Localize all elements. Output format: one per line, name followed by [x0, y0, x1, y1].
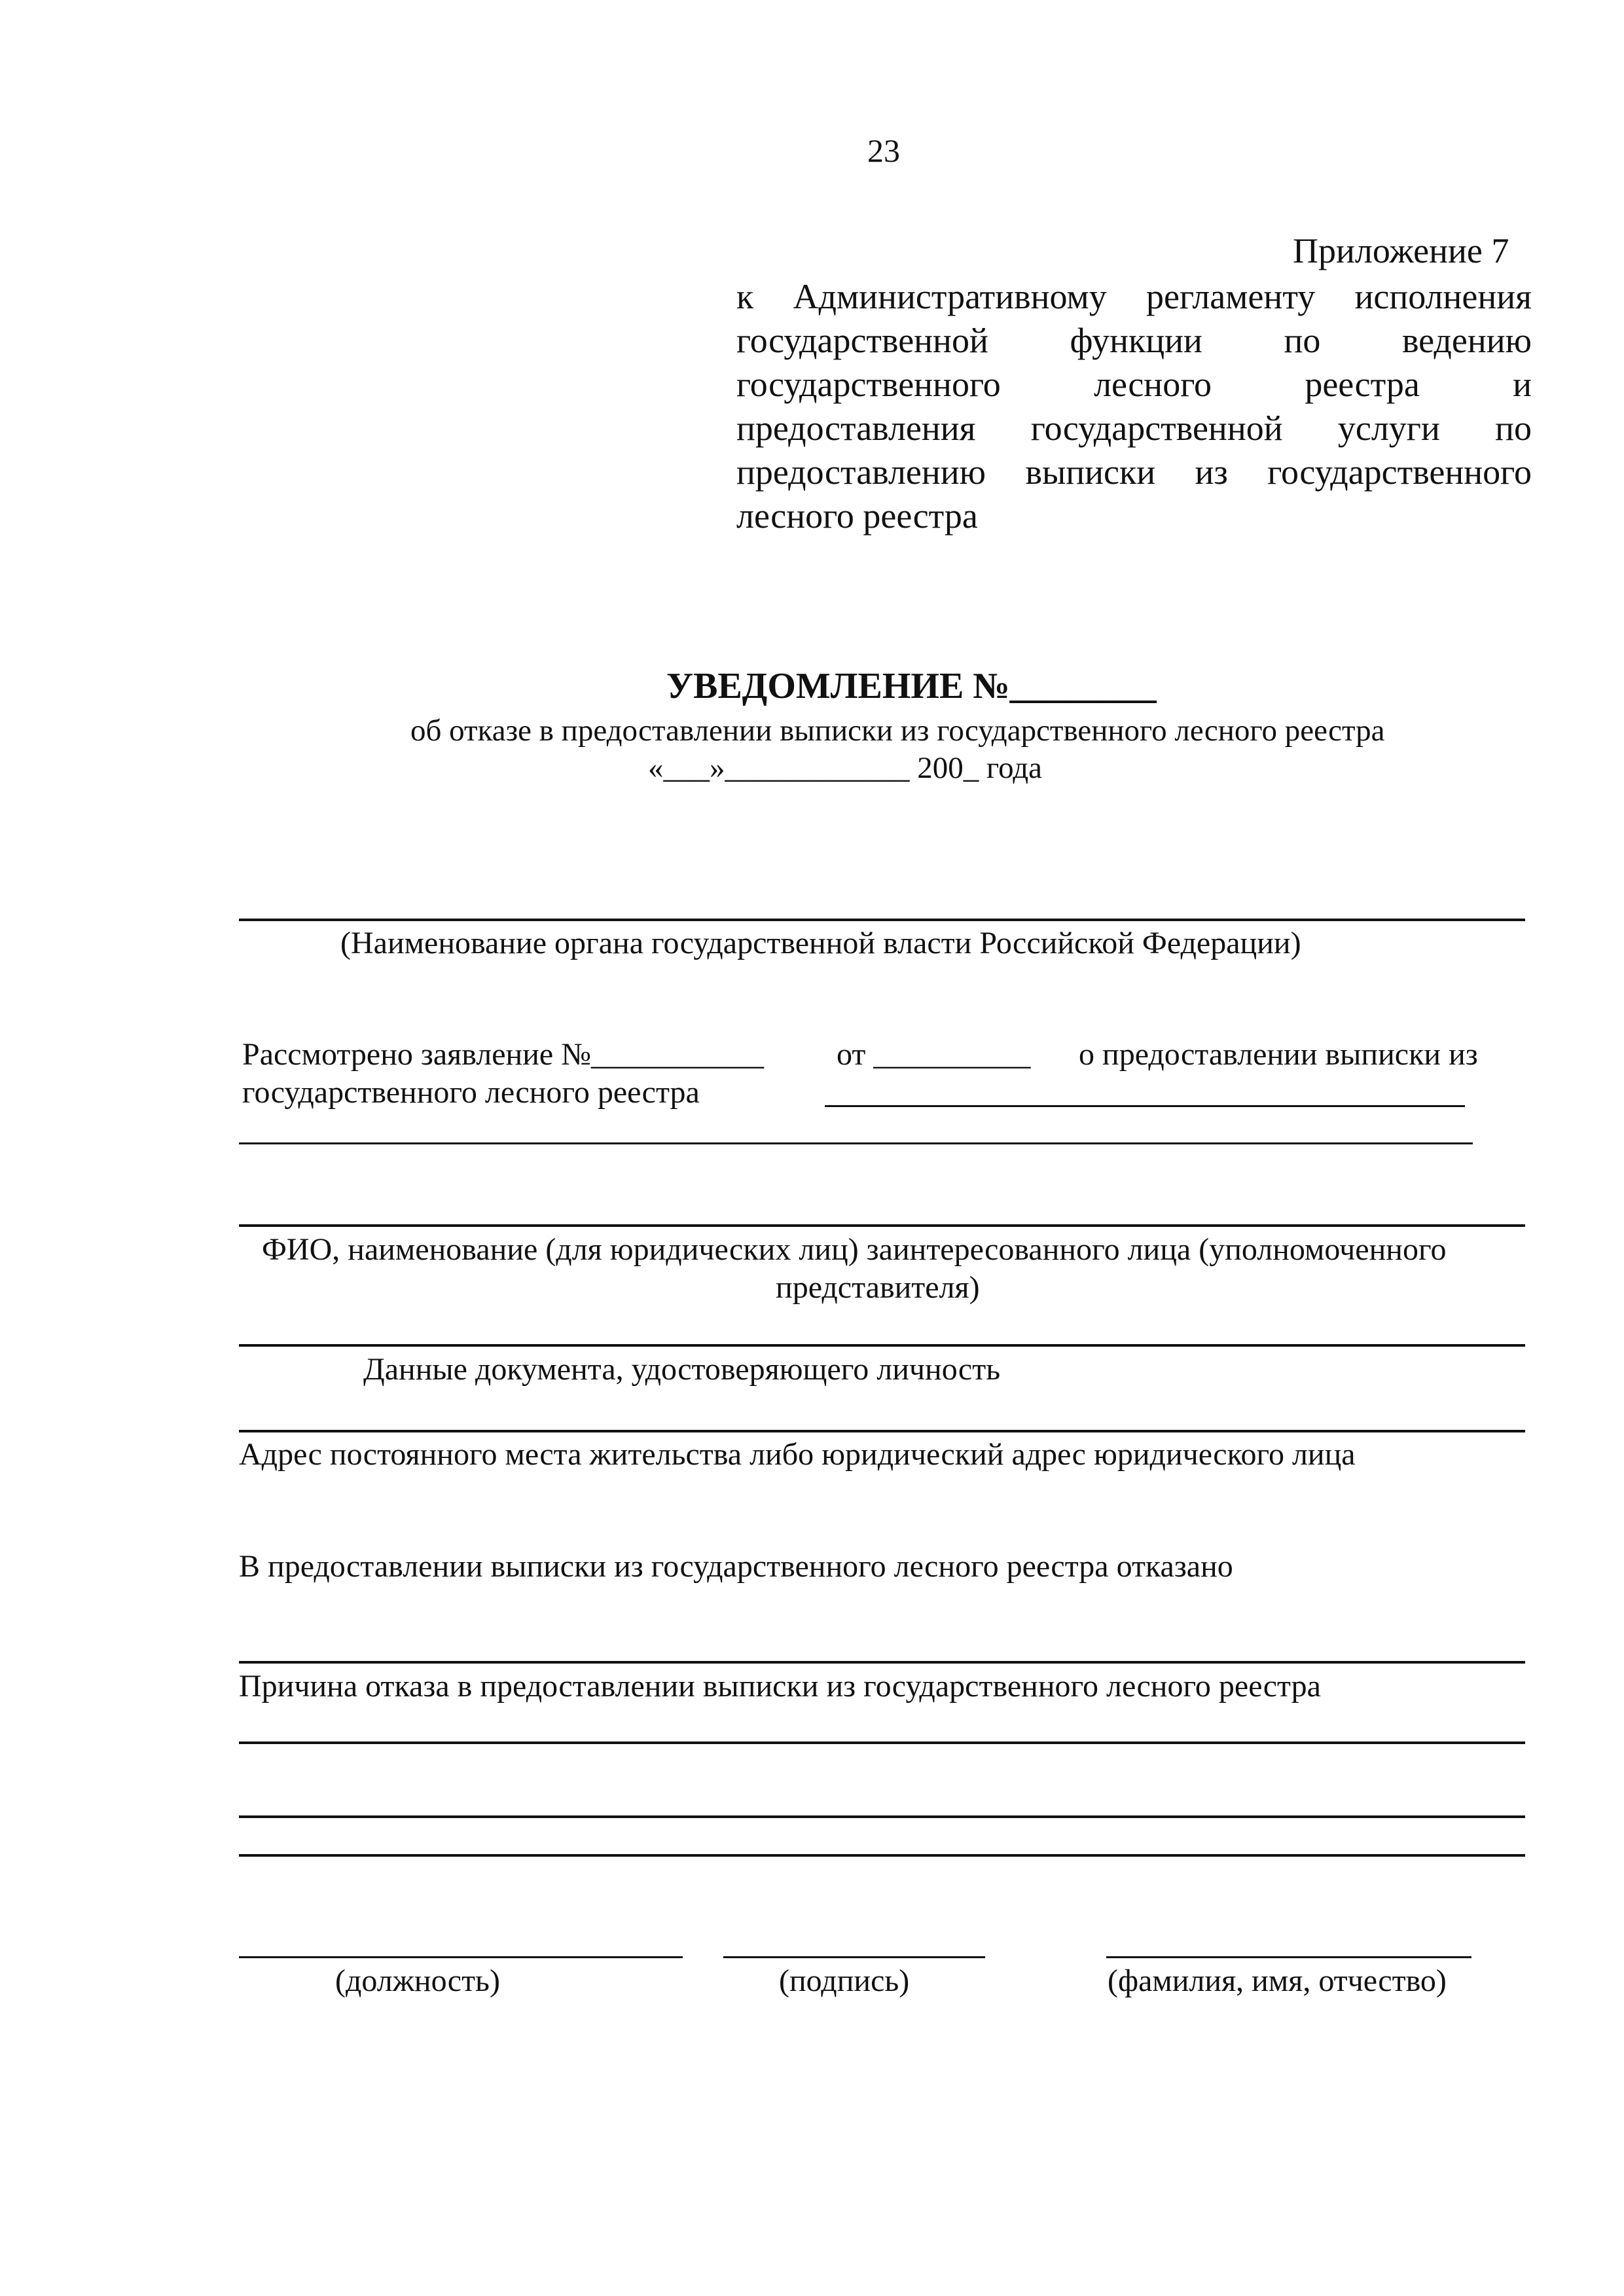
appendix-line: к Административному регламенту исполнения [736, 277, 1532, 316]
identity-document-line[interactable] [239, 1344, 1525, 1347]
notice-title: УВЕДОМЛЕНИЕ №________ [666, 666, 1157, 706]
appendix-line: государственного лесного реестра и [736, 365, 1532, 404]
applicant-caption: ФИО, наименование (для юридических лиц) заинтересованного лица (уполномоченного [262, 1232, 1447, 1267]
address-caption: Адрес постоянного места жительства либо юридический адрес юридического лица [239, 1437, 1356, 1472]
appendix-line: лесного реестра [736, 496, 978, 536]
notice-subtitle: об отказе в предоставлении выписки из государственного лесного реестра [410, 714, 1385, 748]
refusal-reason-line-2[interactable] [239, 1815, 1525, 1818]
application-reviewed-text: Рассмотрено заявление №___________ [242, 1037, 765, 1072]
appendix-line: государственной функции по ведению [736, 321, 1532, 360]
address-line[interactable] [239, 1430, 1525, 1432]
applicant-caption-continuation: представителя) [776, 1270, 980, 1305]
full-name-line[interactable] [1106, 1956, 1471, 1958]
applicant-name-line[interactable] [239, 1224, 1525, 1227]
refusal-reason-caption: Причина отказа в предоставлении выписки из государственного лесного реестра [239, 1669, 1321, 1704]
appendix-title: Приложение 7 [1293, 231, 1509, 270]
position-line[interactable] [239, 1956, 683, 1958]
application-continuation-line-2[interactable] [239, 1142, 1473, 1144]
appendix-line: предоставлению выписки из государственного [736, 452, 1532, 492]
authority-caption: (Наименование органа государственной власти Российской Федерации) [340, 926, 1301, 960]
application-registry-text: государственного лесного реестра [242, 1075, 700, 1110]
application-about-text: о предоставлении выписки из [1079, 1037, 1478, 1072]
refusal-reason-line-1[interactable] [239, 1741, 1525, 1744]
refusal-reason-line-3[interactable] [239, 1854, 1525, 1857]
authority-name-line[interactable] [239, 919, 1525, 921]
signature-line[interactable] [723, 1956, 985, 1958]
refusal-line[interactable] [239, 1661, 1525, 1664]
appendix-line: предоставления государственной услуги по [736, 409, 1532, 448]
application-date-text: от __________ [837, 1037, 1031, 1072]
full-name-caption: (фамилия, имя, отчество) [1108, 1963, 1447, 1998]
position-caption: (должность) [335, 1963, 500, 1998]
application-continuation-line[interactable] [825, 1105, 1465, 1107]
refusal-statement: В предоставлении выписки из государственного лесного реестра отказано [239, 1549, 1233, 1584]
identity-document-caption: Данные документа, удостоверяющего личность [363, 1352, 1001, 1387]
page-number: 23 [867, 132, 900, 169]
notice-date-line: «___»____________ 200_ года [648, 751, 1043, 785]
signature-caption: (подпись) [779, 1963, 910, 1998]
